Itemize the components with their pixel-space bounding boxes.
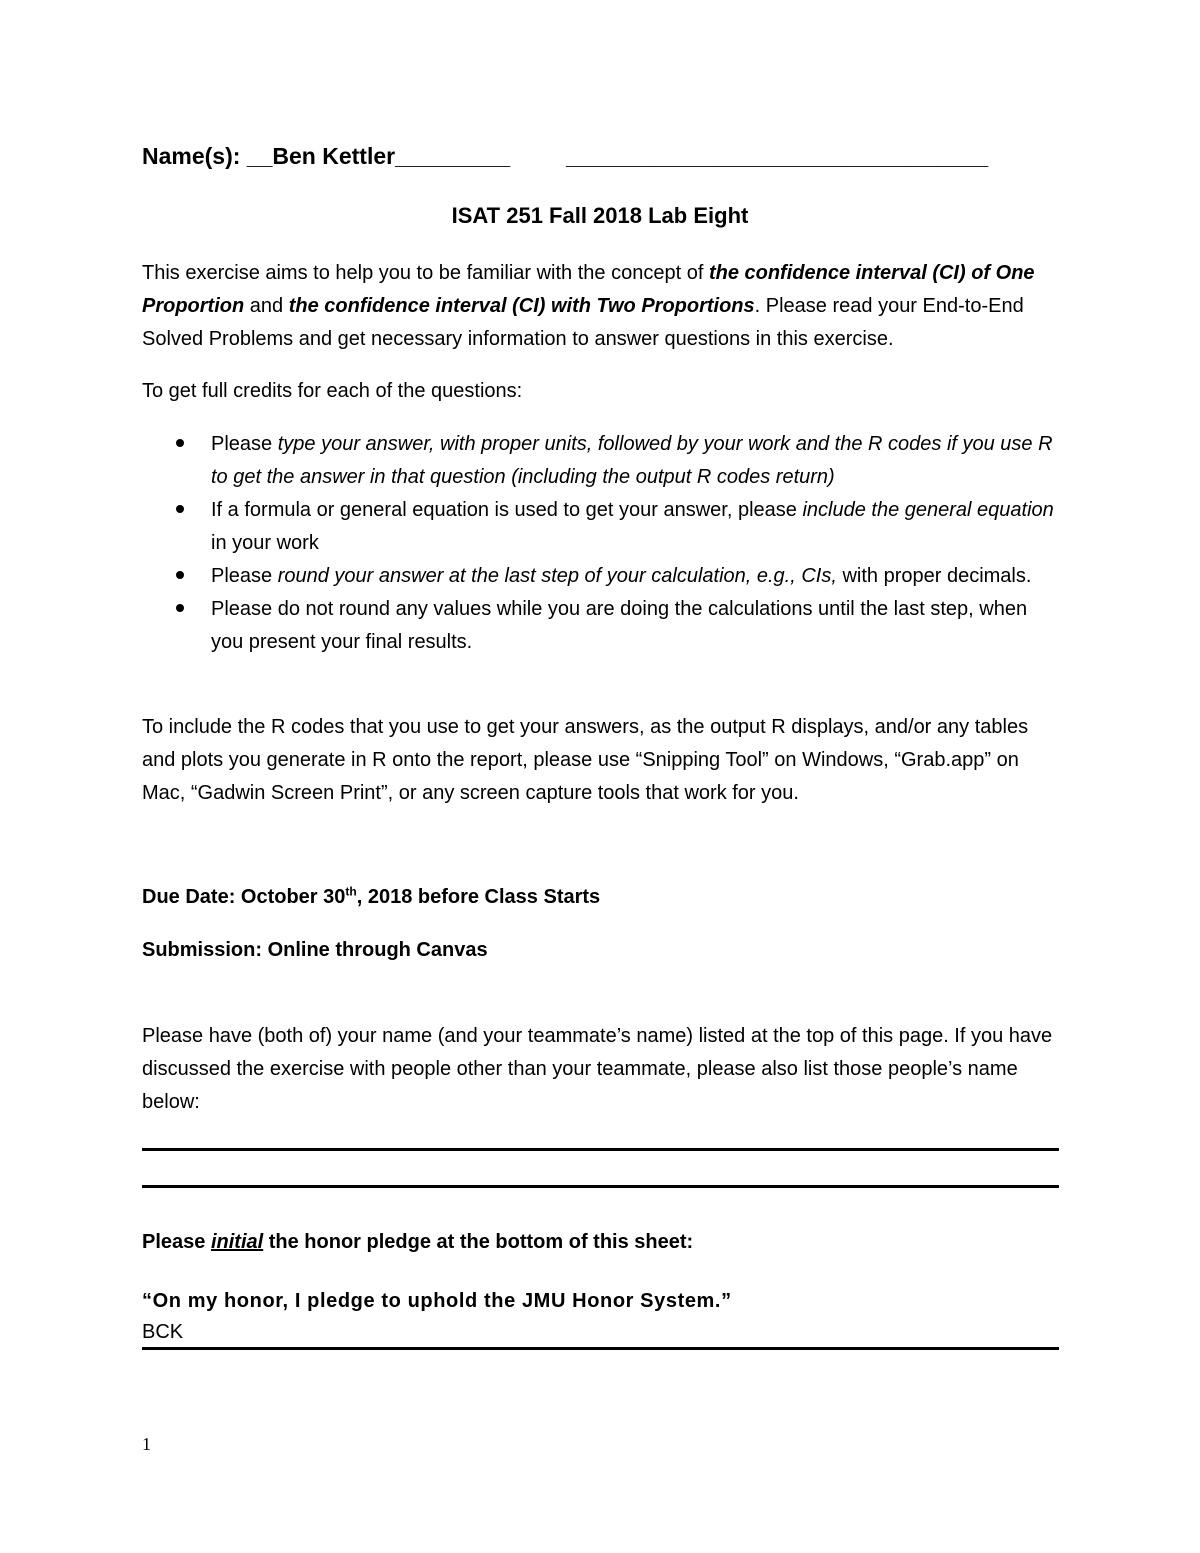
pledge-signature-line (142, 1347, 1059, 1350)
pledge-initials: BCK (142, 1321, 184, 1343)
credits-heading: To get full credits for each of the questions: (142, 380, 523, 402)
blank-name-line (142, 1148, 1059, 1151)
page-number: 1 (142, 1434, 151, 1454)
intro-emphasis-1: the confidence interval (CI) of One Proportion (142, 262, 1035, 317)
bullet-icon (176, 439, 184, 447)
blank-name-line (142, 1185, 1059, 1188)
intro-paragraph (142, 257, 1062, 356)
initial-instruction: Please initial the honor pledge at the bottom of this sheet: (142, 1231, 694, 1253)
honor-pledge: “On my honor, I pledge to uphold the JMU Honor System.” (142, 1290, 732, 1312)
names-request: Please have (both of) your name (and your teammate’s name) listed at the top of this page. If you have discussed the exercise with people other than your teammate, please also list those people’s name below: (142, 1025, 1053, 1113)
name-field (142, 143, 510, 170)
due-date: Due Date: October 30th, 2018 before Class Starts (142, 884, 601, 908)
bullet-icon (176, 571, 184, 579)
bullet-icon (176, 505, 184, 513)
intro-emphasis-2: the confidence interval (CI) with Two Proportions (288, 295, 755, 317)
second-name-line: _________________________________ (566, 143, 989, 169)
list-item: Please type your answer, with proper units, followed by your work and the R codes if you use R to get the answer in that question (including the output R codes return) (142, 428, 1062, 494)
list-item: If a formula or general equation is used to get your answer, please include the general equation in your work (142, 494, 1062, 560)
include-instructions: To include the R codes that you use to get your answers, as the output R displays, and/or any tables and plots you generate in R onto the report, please use “Snipping Tool” on Windows, “Grab.app” on Mac, “Gadwin Screen Print”, or any screen capture tools that work for you. (142, 716, 1029, 804)
intro-text-1: This exercise aims to help you to be familiar with the concept of (142, 262, 709, 284)
list-item: Please do not round any values while you are doing the calculations until the last step, when you present your final results. (142, 593, 1062, 659)
page-title: ISAT 251 Fall 2018 Lab Eight (451, 203, 749, 228)
intro-text-3: . Please read your End-to-End Solved Problems and get necessary information to answer questions in this exercise. (142, 295, 1024, 350)
requirements-list (142, 428, 1062, 659)
name-label: Name(s): (142, 143, 241, 169)
name-value: __Ben Kettler_________ (246, 143, 511, 169)
intro-text-2: and (244, 295, 289, 317)
list-item: Please round your answer at the last step of your calculation, e.g., CIs, with proper decimals. (142, 560, 1062, 593)
bullet-icon (176, 604, 184, 612)
submission-info: Submission: Online through Canvas (142, 939, 488, 961)
